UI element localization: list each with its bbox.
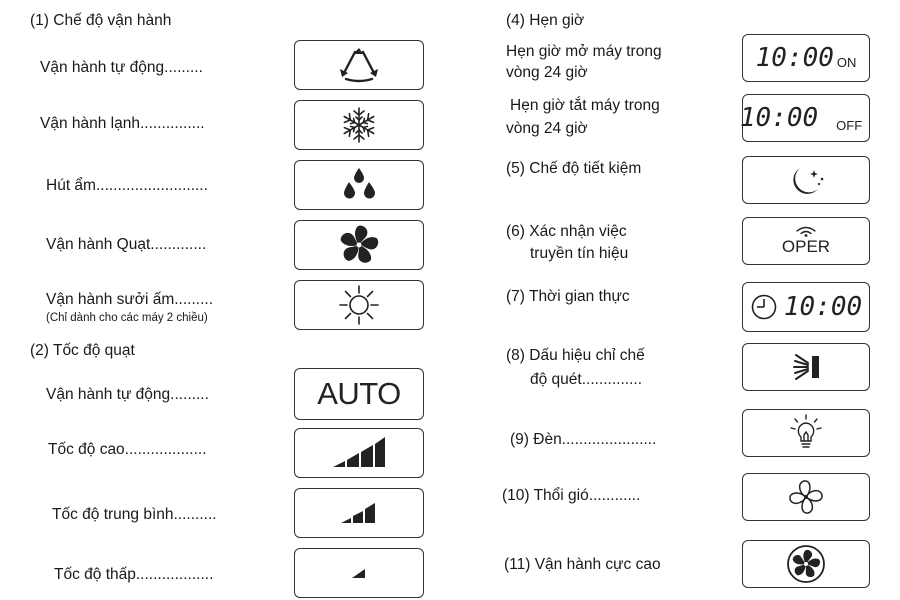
- light-bulb-icon: [786, 413, 826, 453]
- fan-petal-icon: [784, 477, 828, 517]
- fan-mode-indicator: [294, 220, 424, 270]
- section1-title: (1) Chế độ vận hành: [30, 12, 172, 29]
- label-timer-on-line1: Hẹn giờ mở máy trong: [506, 43, 662, 60]
- sun-icon: [334, 282, 384, 328]
- label-real-time: (7) Thời gian thực: [506, 288, 630, 305]
- timer-off-label: OFF: [836, 117, 863, 133]
- eco-indicator: [742, 156, 870, 204]
- heat-note: (Chỉ dành cho các máy 2 chiều): [46, 312, 208, 324]
- clock-time: 10:00: [783, 292, 863, 322]
- label-swing-line1: (8) Dấu hiệu chỉ chế: [506, 347, 645, 364]
- fan-medium-indicator: [294, 488, 424, 538]
- blow-indicator: [742, 473, 870, 521]
- label-fan-auto: Vận hành tự động.........: [46, 386, 209, 403]
- signal-transmit-indicator: [742, 217, 870, 265]
- moon-stars-icon: [784, 162, 828, 198]
- section2-title: (2) Tốc độ quạt: [30, 342, 135, 359]
- oper-text: OPER: [781, 237, 831, 256]
- label-fan-high: Tốc độ cao...................: [48, 441, 207, 458]
- heat-mode-indicator: [294, 280, 424, 330]
- timer-on-indicator: [742, 34, 870, 82]
- turbo-indicator: [742, 540, 870, 588]
- timer-on-time: 10:00: [755, 43, 834, 73]
- label-light: (9) Đèn......................: [510, 431, 657, 448]
- label-cool-operation: Vận hành lạnh...............: [40, 115, 205, 132]
- label-eco-mode: (5) Chế độ tiết kiệm: [506, 160, 642, 177]
- water-drops-icon: [334, 164, 384, 206]
- label-auto-operation: Vận hành tự động.........: [40, 59, 203, 76]
- label-fan-medium: Tốc độ trung bình..........: [52, 506, 217, 523]
- signal-bars-low-icon: [349, 565, 369, 581]
- label-turbo: (11) Vận hành cực cao: [504, 556, 661, 573]
- auto-text: AUTO: [317, 376, 401, 411]
- fan-low-indicator: [294, 548, 424, 598]
- cool-mode-indicator: [294, 100, 424, 150]
- signal-bars-medium-icon: [337, 497, 381, 529]
- fan-high-indicator: [294, 428, 424, 478]
- timer-off-time: 10:00: [739, 103, 819, 133]
- auto-mode-indicator: [294, 40, 424, 90]
- signal-bars-high-icon: [329, 433, 389, 473]
- clock-icon: [750, 293, 778, 321]
- label-heat-operation: Vận hành sưởi ấm.........: [46, 291, 214, 308]
- label-fan-operation: Vận hành Quạt.............: [46, 236, 207, 253]
- timer-off-indicator: [739, 94, 870, 142]
- real-time-indicator: [742, 282, 870, 332]
- fan-swirl-icon: [334, 222, 384, 268]
- label-signal-line2: truyền tín hiệu: [530, 245, 629, 262]
- swing-indicator: [742, 343, 870, 391]
- wireless-signal-icon: [791, 225, 821, 237]
- label-timer-off-line2: vòng 24 giờ: [506, 120, 588, 137]
- label-fan-low: Tốc độ thấp..................: [54, 566, 214, 583]
- label-timer-on-line2: vòng 24 giờ: [506, 64, 588, 81]
- timer-on-label: ON: [836, 54, 857, 70]
- label-blow: (10) Thổi gió............: [502, 487, 641, 504]
- auto-cycle-icon: [329, 43, 389, 87]
- swing-louver-icon: [786, 350, 826, 384]
- snowflake-icon: [334, 104, 384, 146]
- label-swing-line2: độ quét..............: [530, 371, 643, 388]
- section4-title: (4) Hẹn giờ: [506, 12, 585, 29]
- fan-auto-indicator: [294, 368, 424, 420]
- light-indicator: [742, 409, 870, 457]
- label-timer-off-line1: Hẹn giờ tắt máy trong: [510, 97, 660, 114]
- dehumidify-mode-indicator: [294, 160, 424, 210]
- label-signal-line1: (6) Xác nhận việc: [506, 223, 627, 240]
- turbo-fan-circle-icon: [784, 542, 828, 586]
- label-dehumidify: Hút ẩm..........................: [46, 177, 208, 194]
